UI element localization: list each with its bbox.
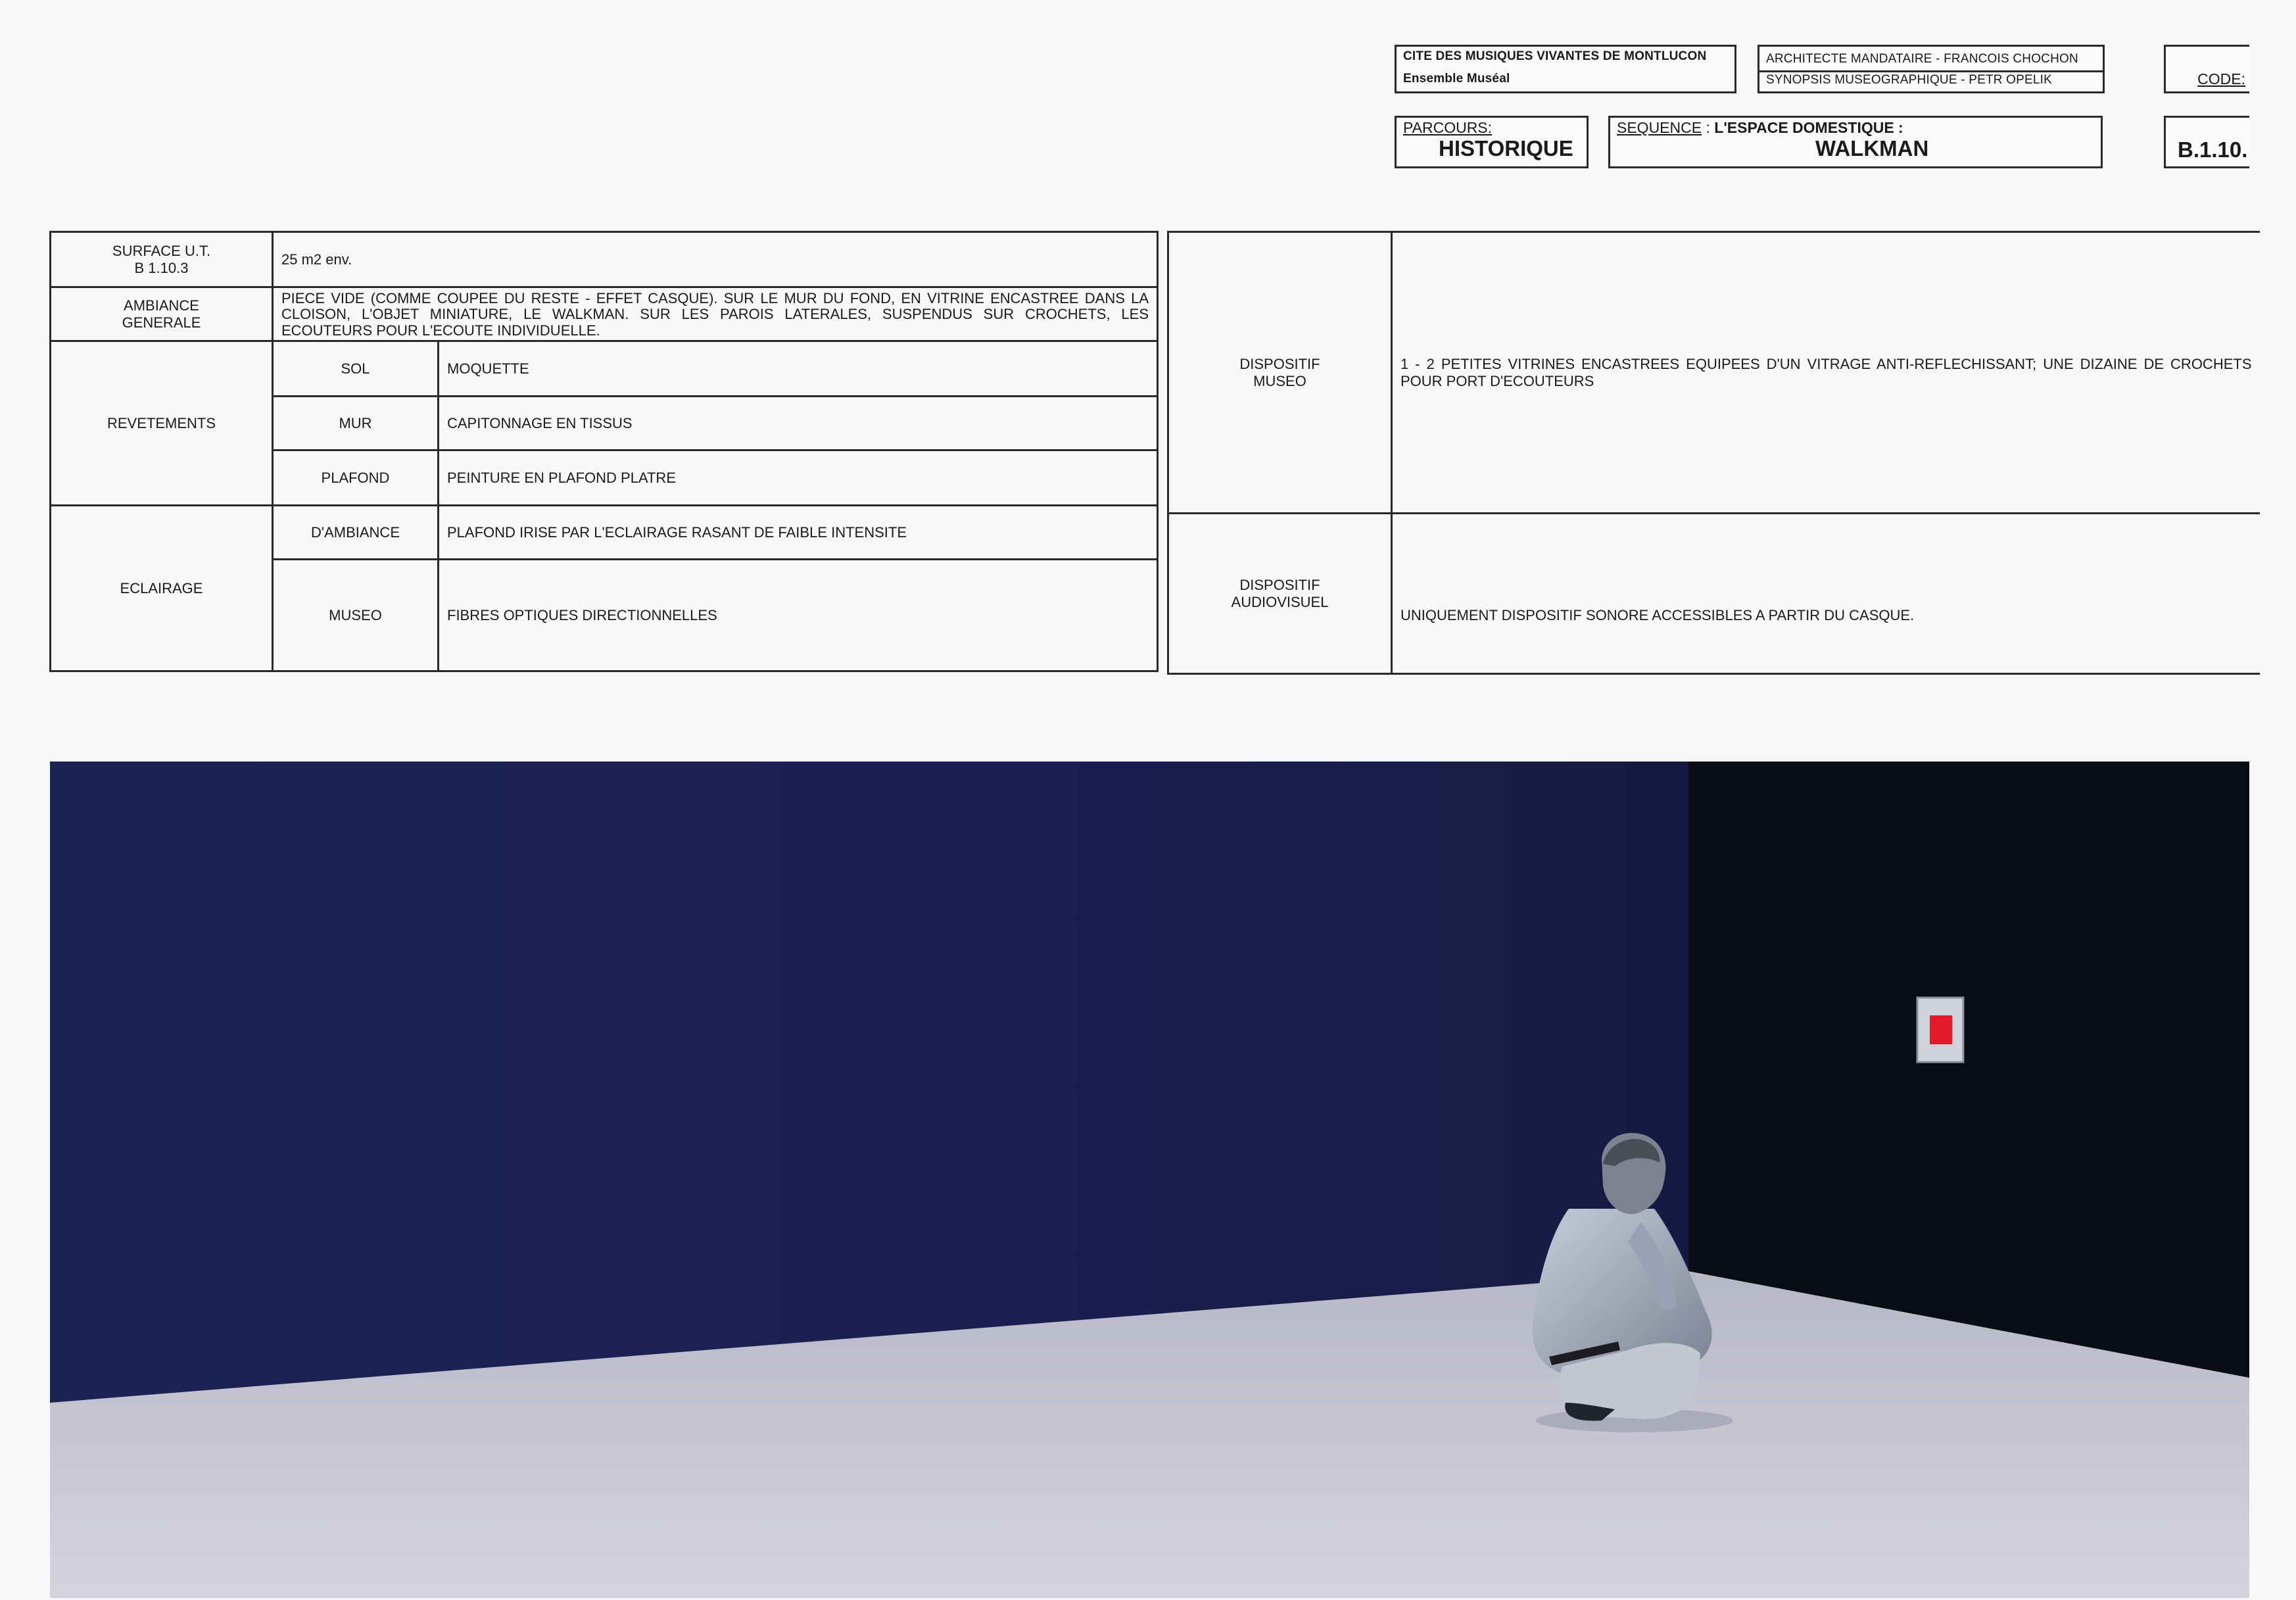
ambiance-label: AMBIANCE GENERALE <box>51 287 273 341</box>
sequence-box <box>1608 116 2103 168</box>
architect-credit: ARCHITECTE MANDATAIRE - FRANCOIS CHOCHON <box>1766 52 2078 66</box>
surface-label: SURFACE U.T. B 1.10.3 <box>51 232 273 287</box>
eclairage-museo-label: MUSEO <box>273 560 439 671</box>
ambiance-value: PIECE VIDE (COMME COUPEE DU RESTE - EFFET CASQUE). SUR LE MUR DU FOND, EN VITRINE ENCASTREE DANS LA CLOISON, L'OBJET MINIATURE, LE WALKMAN. SUR LES PAROIS LATERALES, SUSPENDUS SUR CROCHETS, LES ECOUTEURS POUR L'ECOUTE INDIVIDUELLE. <box>273 287 1158 341</box>
code-label: CODE: <box>2197 70 2245 87</box>
vitrine <box>1917 998 1963 1062</box>
dispositif-museo-value: 1 - 2 PETITES VITRINES ENCASTREES EQUIPEES D'UN VITRAGE ANTI-REFLECHISSANT; UNE DIZAINE DE CROCHETS POUR PORT D'ECOUTEURS <box>1392 232 2260 514</box>
dispositif-museo-label: DISPOSITIF MUSEO <box>1168 232 1392 514</box>
code-value: B.1.10. <box>2178 137 2248 162</box>
project-title: CITE DES MUSIQUES VIVANTES DE MONTLUCON <box>1403 49 1707 63</box>
code-value-box <box>2164 116 2249 168</box>
parcours-value: HISTORIQUE <box>1439 136 1573 160</box>
sequence-label: SEQUENCE <box>1617 119 1702 136</box>
eclairage-label: ECLAIRAGE <box>51 506 273 671</box>
dispositif-audiovisuel-label: DISPOSITIF AUDIOVISUEL <box>1168 514 1392 674</box>
revetement-mur-value: CAPITONNAGE EN TISSUS <box>439 397 1158 450</box>
code-box <box>2164 45 2249 93</box>
eclairage-ambiance-label: D'AMBIANCE <box>273 506 439 560</box>
back-wall <box>1688 762 2249 1378</box>
project-title-box <box>1395 45 1736 93</box>
revetement-sol-label: SOL <box>273 341 439 397</box>
revetement-mur-label: MUR <box>273 397 439 450</box>
revetement-plafond-label: PLAFOND <box>273 450 439 506</box>
room-drawing <box>50 762 2249 1598</box>
revetement-sol-value: MOQUETTE <box>439 341 1158 397</box>
revetements-label: REVETEMENTS <box>51 341 273 506</box>
eclairage-ambiance-value: PLAFOND IRISE PAR L'ECLAIRAGE RASANT DE FAIBLE INTENSITE <box>439 506 1158 560</box>
sequence-heading <box>1617 119 1903 137</box>
left-spec-table <box>49 231 1159 672</box>
revetement-plafond-value: PEINTURE EN PLAFOND PLATRE <box>439 450 1158 506</box>
project-subtitle: Ensemble Muséal <box>1403 72 1510 85</box>
right-spec-table <box>1167 231 2260 675</box>
surface-value: 25 m2 env. <box>273 232 1158 287</box>
dispositif-audiovisuel-value: UNIQUEMENT DISPOSITIF SONORE ACCESSIBLES A PARTIR DU CASQUE. <box>1392 514 2260 674</box>
room-visualization <box>50 762 2249 1598</box>
synopsis-credit: SYNOPSIS MUSEOGRAPHIQUE - PETR OPELIK <box>1766 73 2052 87</box>
sequence-value: WALKMAN <box>1815 136 1929 160</box>
credits-divider <box>1759 70 2103 72</box>
parcours-label: PARCOURS: <box>1403 119 1493 136</box>
sequence-title: L'ESPACE DOMESTIQUE : <box>1714 119 1903 136</box>
parcours-box <box>1395 116 1589 168</box>
sequence-separator: : <box>1702 119 1715 136</box>
credits-box <box>1758 45 2105 93</box>
eclairage-museo-value: FIBRES OPTIQUES DIRECTIONNELLES <box>439 560 1158 671</box>
